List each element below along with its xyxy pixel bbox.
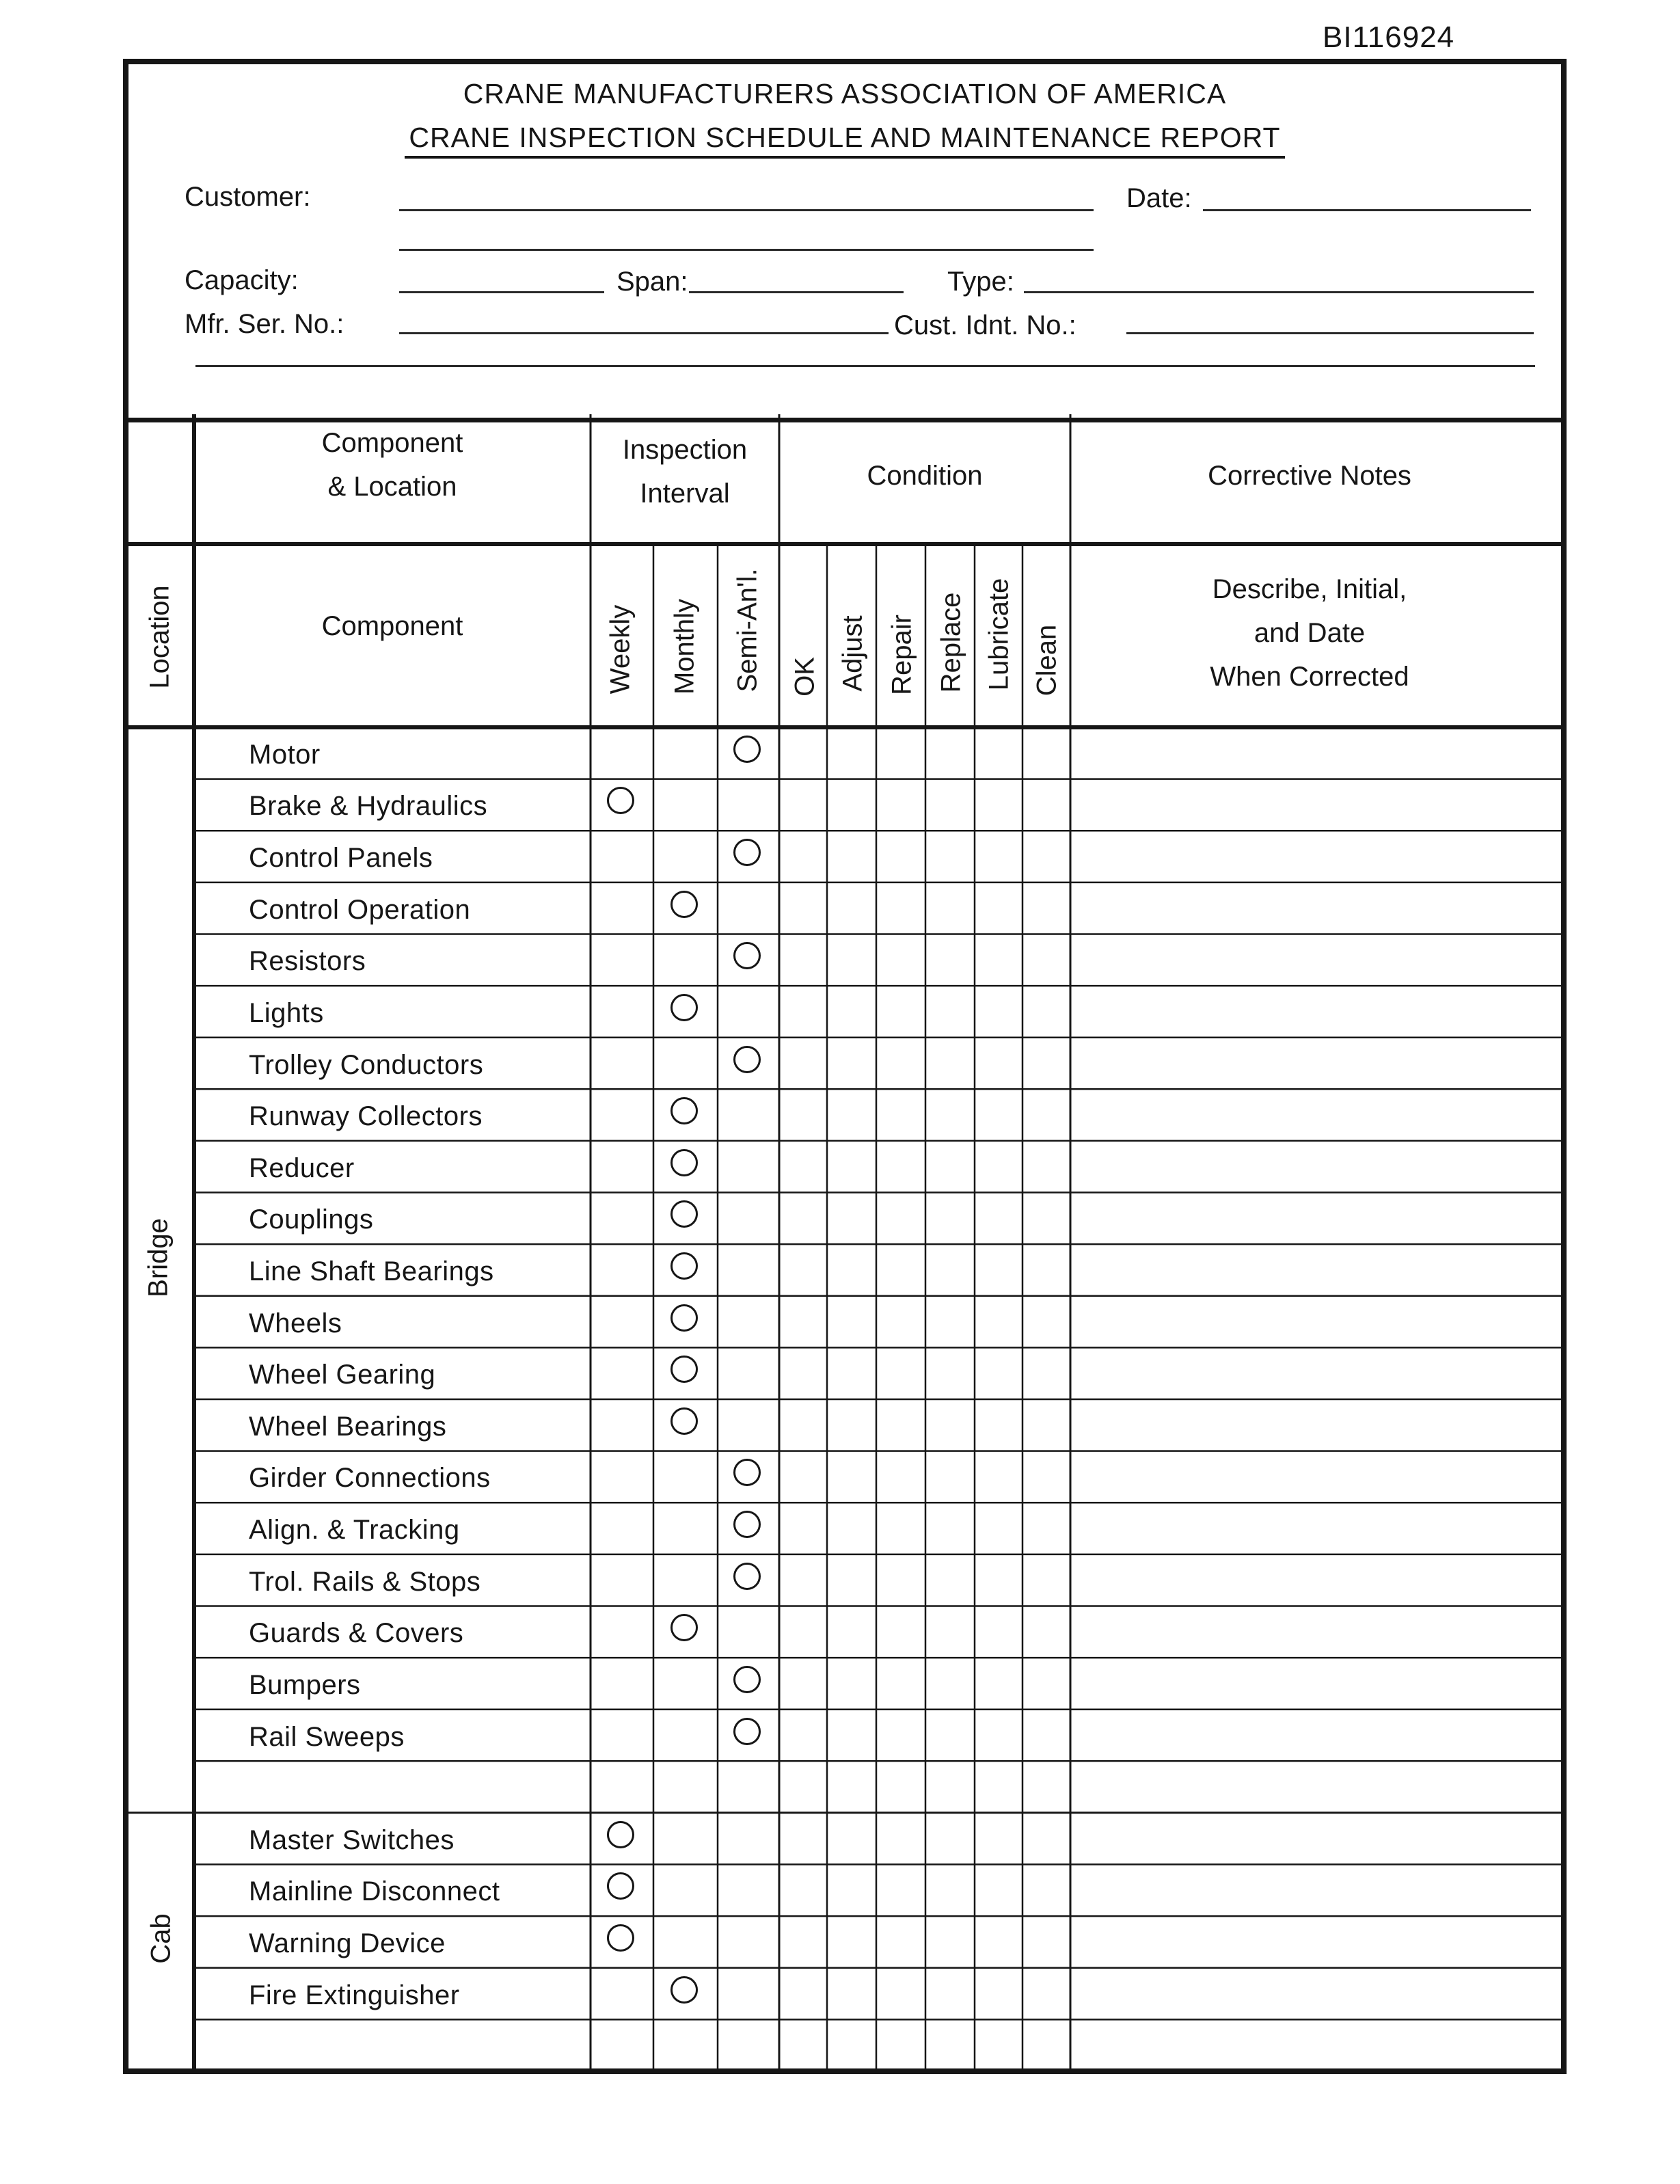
component-location-header-line2: & Location [327,472,457,502]
lubricate-subheader: Lubricate [984,578,1014,691]
location-subheader: Location [144,585,175,689]
interval-circle-semi [733,736,761,763]
component-name: Trol. Rails & Stops [249,1566,481,1597]
interval-circle-monthly [670,994,698,1021]
condition-header: Condition [867,461,983,491]
date-label: Date: [1126,183,1192,213]
mfr-ser-label: Mfr. Ser. No.: [185,309,344,339]
component-name: Couplings [249,1204,374,1235]
ok-subheader: OK [789,657,820,697]
interval-circle-semi [733,1511,761,1538]
notes-instructions-line2: and Date [1254,618,1366,648]
weekly-subheader: Weekly [605,604,636,695]
report-title-text: CRANE INSPECTION SCHEDULE AND MAINTENANCE REPORT [405,122,1284,159]
location-cab-label: Cab [146,1913,176,1964]
inspection-interval-header [591,428,779,515]
component-name: Line Shaft Bearings [249,1256,494,1286]
component-name: Motor [249,739,321,770]
inspection-interval-header-line2: Interval [640,478,730,509]
component-name: Rail Sweeps [249,1721,405,1752]
interval-circle-semi [733,839,761,866]
type-label: Type: [947,267,1014,297]
component-name: Bumpers [249,1669,361,1700]
span-label: Span: [617,267,688,297]
clean-subheader: Clean [1031,624,1062,697]
customer-label: Customer: [185,182,311,212]
repair-subheader: Repair [886,615,917,695]
interval-circle-monthly [670,1614,698,1641]
interval-circle-weekly [607,1924,634,1952]
component-name: Resistors [249,946,366,977]
component-name: Warning Device [249,1928,446,1958]
interval-circle-semi [733,1563,761,1590]
replace-subheader: Replace [936,592,966,693]
interval-circle-semi [733,1718,761,1745]
component-name: Align. & Tracking [249,1515,460,1546]
notes-instructions-line3: When Corrected [1210,662,1409,692]
interval-circle-monthly [670,1097,698,1124]
component-name: Master Switches [249,1824,455,1855]
component-name: Mainline Disconnect [249,1876,500,1907]
semi-annual-subheader: Semi-An'l. [732,568,763,692]
interval-circle-monthly [670,1356,698,1383]
association-title: CRANE MANUFACTURERS ASSOCIATION OF AMERICA [463,78,1227,109]
component-name: Control Operation [249,894,471,925]
component-name: Girder Connections [249,1463,491,1494]
component-name: Runway Collectors [249,1101,483,1132]
component-location-header [194,421,591,509]
corrective-notes-header: Corrective Notes [1208,461,1411,491]
component-name: Control Panels [249,843,433,874]
component-location-header-line1: Component [321,428,463,458]
notes-instructions-line1: Describe, Initial, [1212,574,1407,604]
component-subheader: Component [321,611,463,641]
component-name: Lights [249,997,324,1028]
document-id: BI116924 [1323,21,1455,54]
component-name: Fire Extinguisher [249,1980,460,2010]
component-name: Reducer [249,1152,355,1183]
interval-circle-monthly [670,891,698,918]
interval-circle-monthly [670,1149,698,1176]
location-bridge-label: Bridge [143,1218,174,1297]
notes-instructions-subheader [1070,567,1549,699]
component-name: Trolley Conductors [249,1049,484,1080]
interval-circle-monthly [670,1407,698,1435]
component-name: Brake & Hydraulics [249,791,488,822]
cust-idnt-label: Cust. Idnt. No.: [894,310,1076,340]
component-name: Wheels [249,1308,342,1338]
interval-circle-weekly [607,1821,634,1848]
interval-circle-semi [733,1046,761,1073]
component-name: Wheel Bearings [249,1411,447,1442]
adjust-subheader: Adjust [837,615,868,692]
monthly-subheader: Monthly [669,598,700,695]
interval-circle-semi [733,942,761,969]
interval-circle-monthly [670,1976,698,2004]
interval-circle-semi [733,1666,761,1693]
interval-circle-monthly [670,1304,698,1332]
component-name: Wheel Gearing [249,1360,436,1390]
component-name: Guards & Covers [249,1618,464,1649]
interval-circle-monthly [670,1252,698,1280]
inspection-interval-header-line1: Inspection [622,435,748,465]
capacity-label: Capacity: [185,265,299,295]
